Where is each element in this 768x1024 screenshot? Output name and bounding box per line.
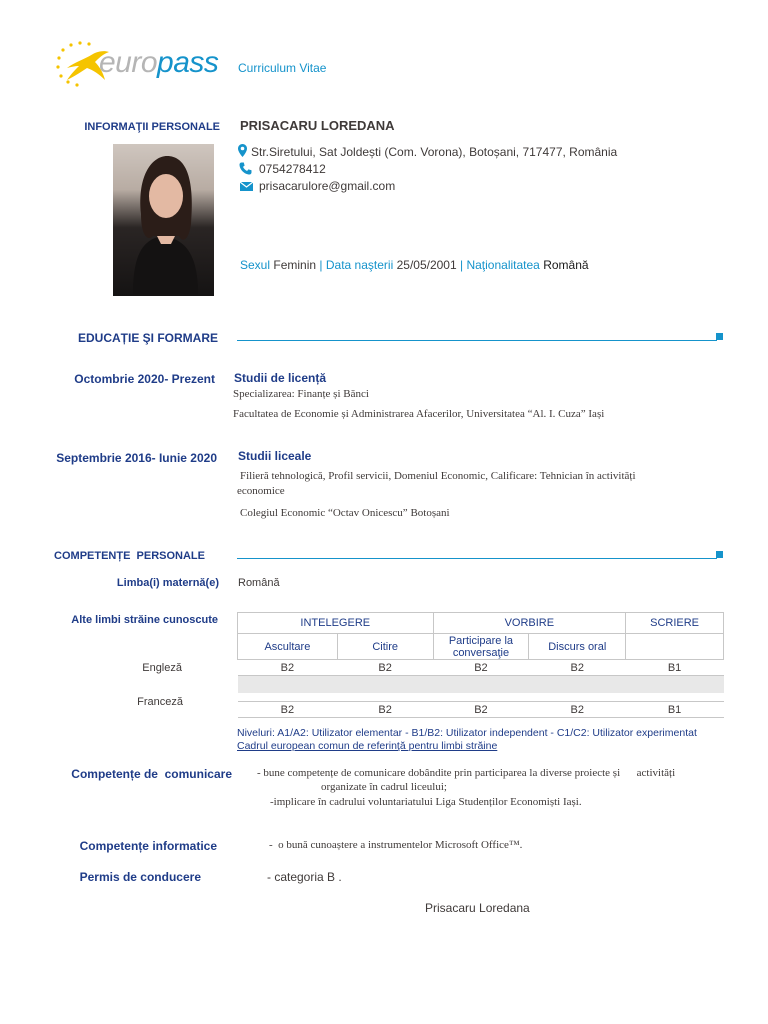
europass-logo [53, 40, 223, 88]
birth-label: Data naşterii [325, 258, 394, 272]
level-cell: B1 [626, 702, 724, 718]
level-cell: B2 [433, 702, 529, 718]
driving-license-value: - categoria B . [267, 870, 342, 884]
mother-tongue-label: Limba(i) maternă(e) [116, 577, 219, 589]
location-pin-icon [238, 144, 247, 157]
table-group-header: INTELEGERE [238, 613, 434, 634]
communication-skills-label: Competențe de comunicare [71, 767, 232, 781]
level-cell: B2 [337, 660, 433, 676]
profile-photo [113, 144, 214, 296]
edu-period: Septembrie 2016- Iunie 2020 [56, 451, 217, 465]
language-name: Engleză [142, 662, 182, 674]
personal-info-heading: INFORMAŢII PERSONALE [84, 121, 220, 133]
signature-name: Prisacaru Loredana [425, 901, 530, 915]
phone-number: 0754278412 [259, 162, 326, 176]
framework-link[interactable]: Cadrul european comun de referinţă pentru limbi străine [237, 740, 498, 752]
email-address[interactable]: prisacarulore@gmail.com [259, 179, 396, 193]
mother-tongue-value: Română [238, 577, 280, 589]
edu-detail: economice [237, 485, 285, 497]
levels-note: Niveluri: A1/A2: Utilizator elementar - B1/B2: Utilizator independent - C1/C2: Utilizator experimentat [237, 727, 697, 739]
level-cell: B2 [238, 660, 338, 676]
level-cell: B2 [238, 702, 338, 718]
it-skills-label: Competențe informatice [79, 839, 217, 853]
separator: | [319, 258, 323, 272]
driving-license-label: Permis de conducere [79, 870, 201, 884]
communication-skills-line: -implicare în cadrului voluntariatului Liga Studenților Economiști Iași. [270, 796, 582, 808]
table-sub-header: Participare la conversaţie [433, 634, 529, 660]
communication-skills-line: - bune competențe de comunicare dobândite prin participarea la diverse proiecte și activități [257, 767, 676, 779]
education-divider [237, 340, 717, 341]
skills-divider-square [716, 551, 723, 558]
skills-divider [237, 558, 717, 559]
email-icon [240, 182, 253, 191]
table-sub-header: Citire [337, 634, 433, 660]
level-cell: B2 [337, 702, 433, 718]
edu-detail: Filieră tehnologică, Profil servicii, Domeniul Economic, Calificare: Tehnician în activități [240, 470, 636, 482]
separator: | [460, 258, 464, 272]
other-languages-label: Alte limbi străine cunoscute [71, 614, 218, 626]
logo-text-euro: euro [99, 46, 158, 79]
full-name: PRISACARU LOREDANA [240, 118, 395, 133]
edu-title: Studii de licență [234, 371, 327, 385]
table-row [238, 660, 724, 676]
skills-heading: COMPETENȚE PERSONALE [54, 550, 205, 562]
personal-details-line [240, 258, 589, 272]
edu-title: Studii liceale [238, 449, 312, 463]
table-group-header: VORBIRE [433, 613, 626, 634]
edu-period: Octombrie 2020- Prezent [74, 372, 215, 386]
address-text: Str.Siretului, Sat Joldești (Com. Vorona), Botoșani, 717477, România [251, 145, 618, 159]
sex-value: Feminin [273, 258, 317, 272]
communication-skills-line: organizate în cadrul liceului; [321, 781, 447, 793]
edu-detail: Colegiul Economic “Octav Onicescu” Botoșani [240, 507, 450, 519]
education-divider-square [716, 333, 723, 340]
level-cell: B1 [626, 660, 724, 676]
logo-text-pass: pass [157, 46, 219, 79]
person-photo-icon [113, 144, 214, 296]
birth-value: 25/05/2001 [396, 258, 457, 272]
level-cell: B2 [433, 660, 529, 676]
table-sub-header: Discurs oral [529, 634, 626, 660]
language-name: Franceză [137, 696, 183, 708]
table-sub-header: Ascultare [238, 634, 338, 660]
edu-detail: Facultatea de Economie și Administrarea Afacerilor, Universitatea “Al. I. Cuza” Iași [233, 408, 605, 420]
education-heading: EDUCAȚIE ŞI FORMARE [77, 331, 218, 345]
it-skills-value: - o bună cunoaștere a instrumentelor Microsoft Office™. [269, 839, 523, 851]
table-group-header: SCRIERE [626, 613, 724, 634]
phone-icon [239, 162, 252, 175]
nationality-value: Română [543, 258, 589, 272]
edu-detail: Specializarea: Finanțe și Bănci [233, 388, 369, 400]
table-sub-header-empty [626, 634, 724, 660]
language-table [237, 612, 724, 718]
level-cell: B2 [529, 702, 626, 718]
table-row [238, 702, 724, 718]
nationality-label: Naţionalitatea [466, 258, 540, 272]
sex-label: Sexul [240, 258, 271, 272]
doc-title: Curriculum Vitae [238, 61, 327, 75]
level-cell: B2 [529, 660, 626, 676]
